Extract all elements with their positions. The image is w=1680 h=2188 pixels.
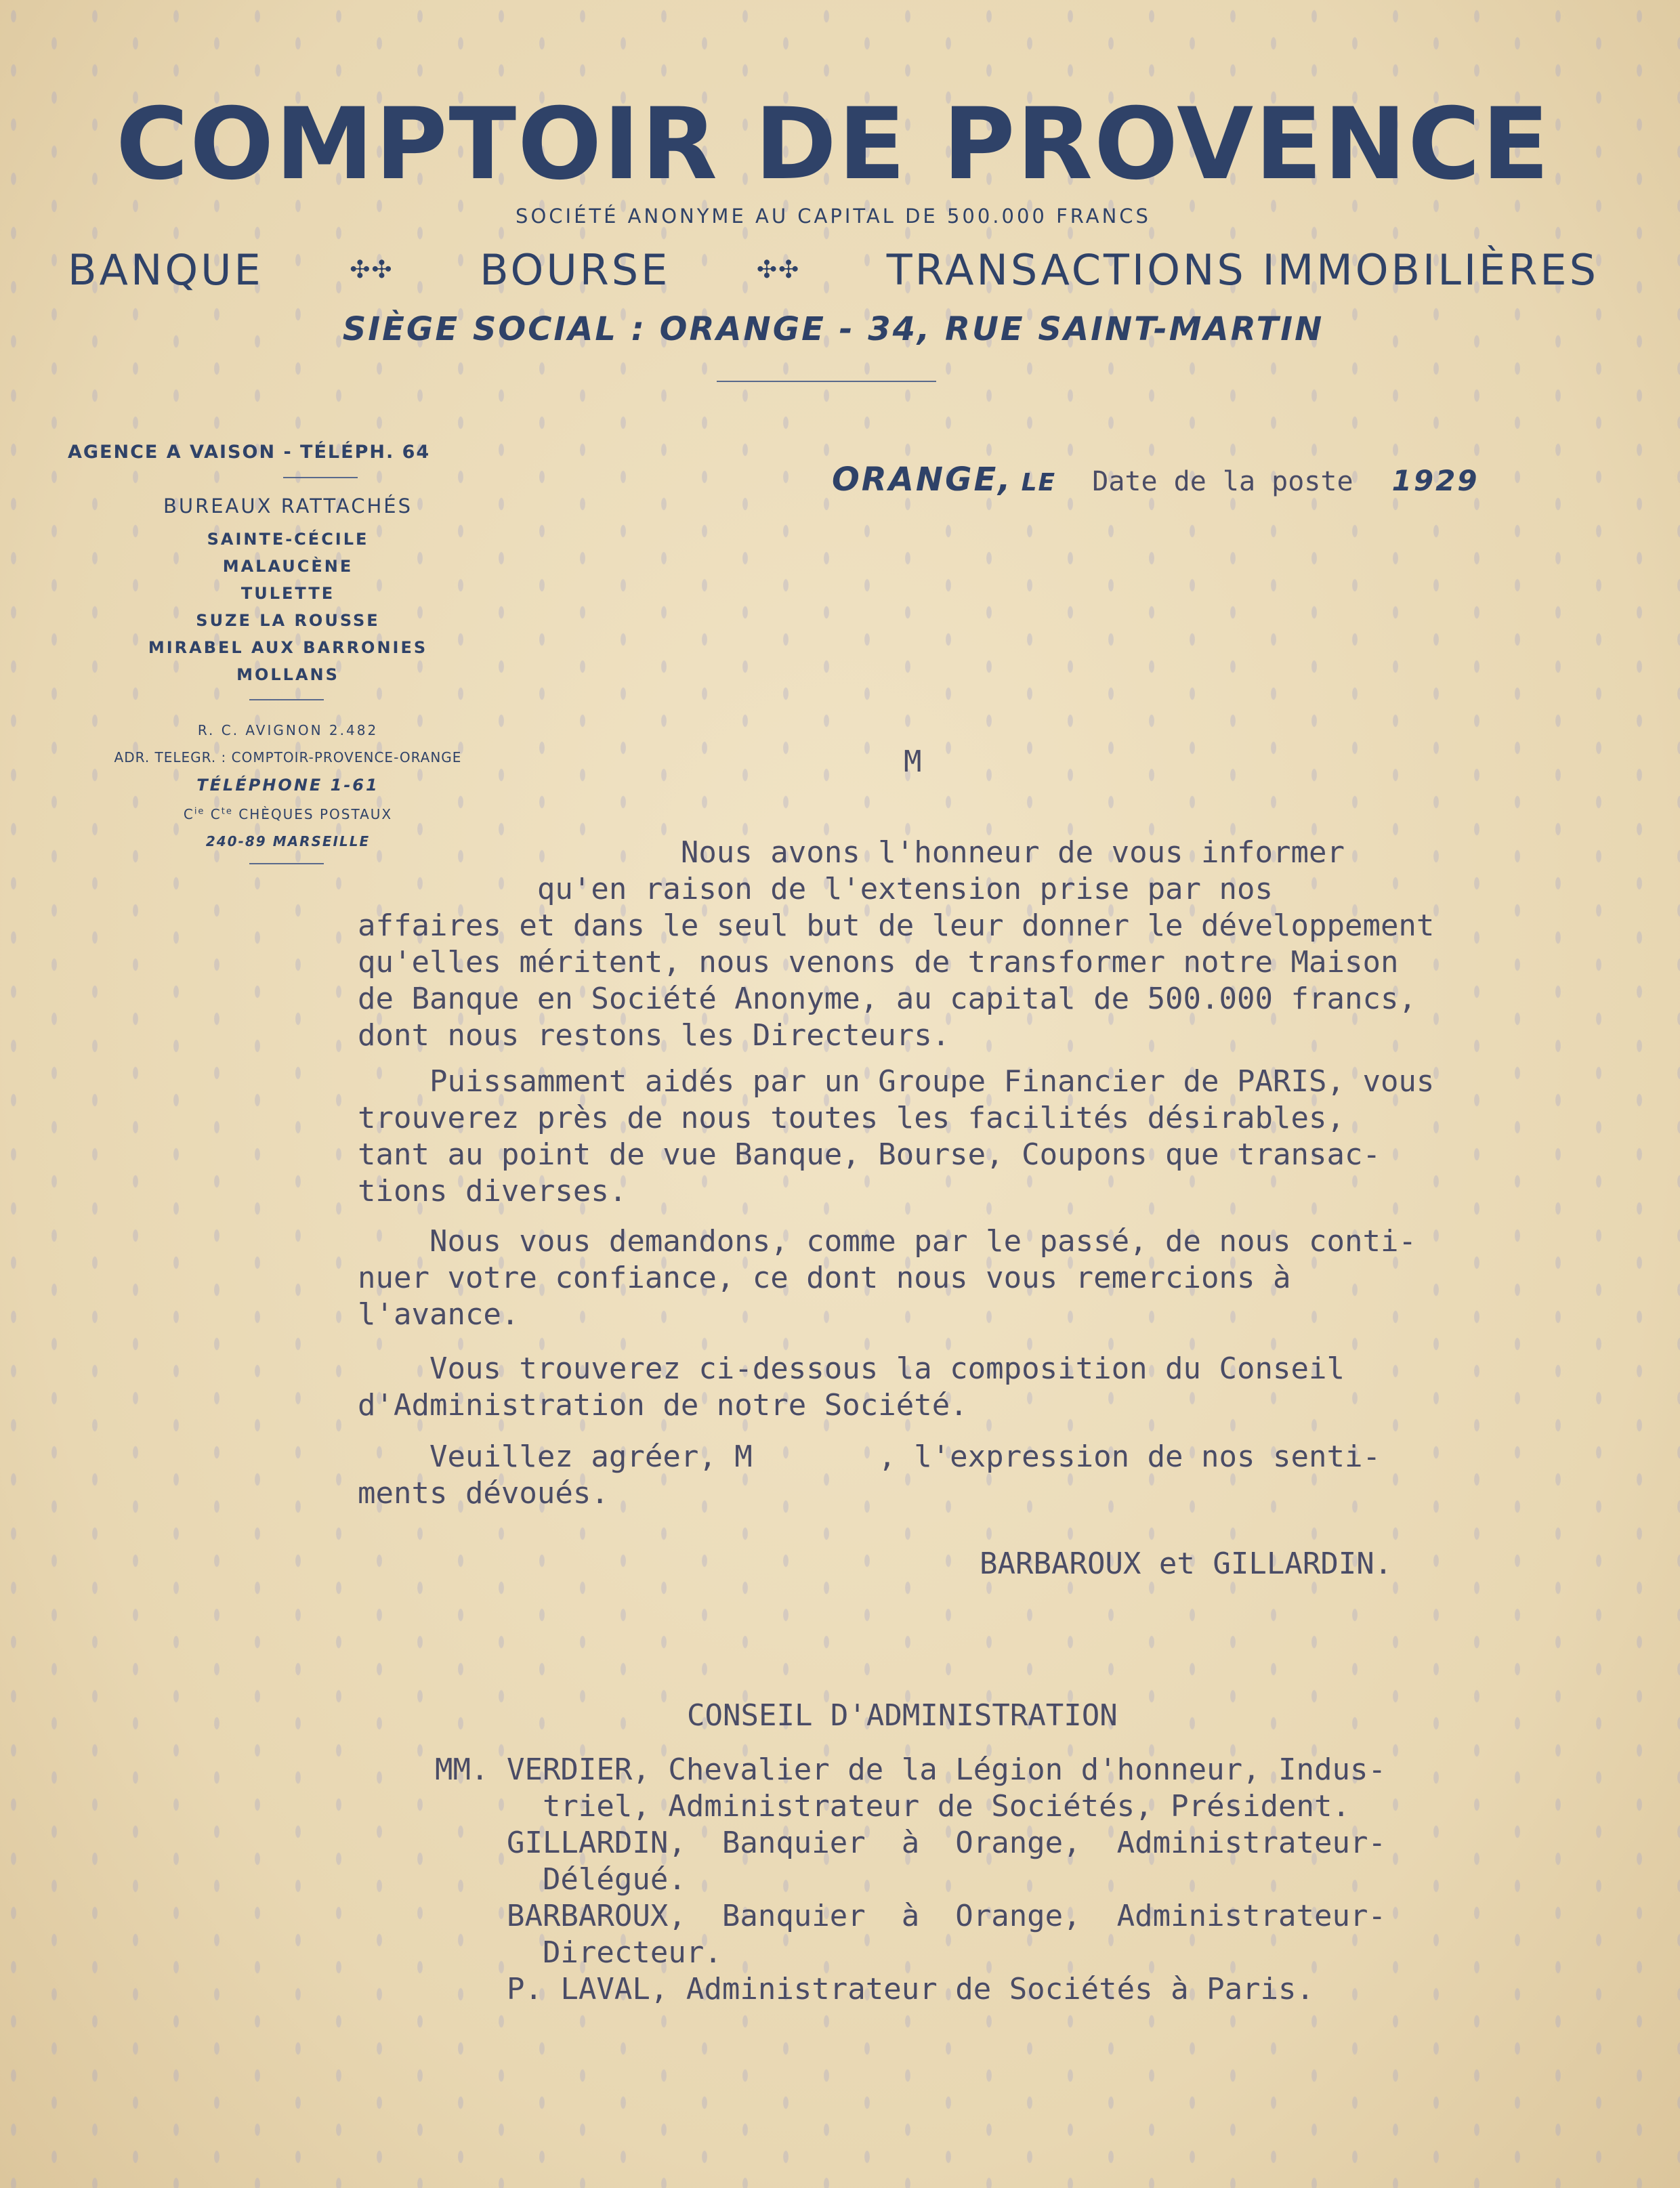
letter-paragraph: Puissamment aidés par un Groupe Financier de PARIS, vous trouverez près de nous toutes les facilités désirables, tant au point de vue Banque, Bourse, Coupons que transac- tions diverses. xyxy=(358,1064,1435,1208)
service-bank: BANQUE xyxy=(68,245,264,295)
city: ORANGE, xyxy=(832,461,1013,499)
town-item: MALAUCÈNE xyxy=(222,557,354,576)
header-divider xyxy=(717,381,936,382)
letter-paragraph: Vous trouverez ci-dessous la composition du Conseil d'Administration de notre Société. xyxy=(358,1351,1345,1423)
council-title: CONSEIL D'ADMINISTRATION xyxy=(687,1698,1118,1733)
town-item: SUZE LA ROUSSE xyxy=(196,611,380,630)
service-stock-exchange: BOURSE xyxy=(480,245,671,295)
date-line xyxy=(832,461,1563,500)
sidebar-divider xyxy=(249,863,324,864)
company-subtitle: SOCIÉTÉ ANONYME AU CAPITAL DE 500.000 FRANCS xyxy=(516,205,1151,228)
year: 1929 xyxy=(1391,464,1479,497)
letter-paragraph: Veuillez agréer, M , l'expression de nos senti- ments dévoués. xyxy=(358,1439,1381,1511)
telegraph-address: ADR. TELEGR. : COMPTOIR-PROVENCE-ORANGE xyxy=(114,749,462,765)
postal-cheques: $C^{ie}$ $C^{te}$ CHÈQUES POSTAUX xyxy=(183,806,393,822)
bureaux-title: BUREAUX RATTACHÉS xyxy=(163,495,413,518)
town-item: TULETTE xyxy=(240,584,335,603)
service-real-estate: TRANSACTIONS IMMOBILIÈRES xyxy=(886,245,1599,295)
ornament-separator: ✣✣ xyxy=(350,256,394,284)
services-line xyxy=(68,245,1599,295)
salutation: M xyxy=(904,744,922,779)
ornament-separator: ✣✣ xyxy=(756,256,801,284)
head-office-address: SIÈGE SOCIAL : ORANGE - 34, RUE SAINT-MARTIN xyxy=(342,310,1324,348)
date-value: Date de la poste xyxy=(1092,466,1353,497)
town-item: MOLLANS xyxy=(236,665,339,684)
letter-paragraph: Nous vous demandons, comme par le passé, de nous conti- nuer votre confiance, ce dont nous vous remercions à l'avance. xyxy=(358,1224,1416,1332)
telephone-number: TÉLÉPHONE 1-61 xyxy=(196,776,379,795)
date-le: LE xyxy=(1021,469,1057,497)
sidebar-divider xyxy=(283,477,358,478)
sidebar-divider xyxy=(249,699,324,700)
town-item: SAINTE-CÉCILE xyxy=(207,530,369,549)
agency-info: AGENCE A VAISON - TÉLÉPH. 64 xyxy=(68,442,431,463)
company-name: COMPTOIR DE PROVENCE xyxy=(115,87,1551,202)
trade-register: R. C. AVIGNON 2.482 xyxy=(197,722,379,738)
letter-paragraph: Nous avons l'honneur de vous informer qu'en raison de l'extension prise par nos affaires et dans le seul but de leur donner le développement qu'elles méritent, nous venons de transformer notre Maison de Banque en Société Anonyme, au capital de 500.000 francs, dont nous restons les Directeurs. xyxy=(358,835,1435,1053)
town-item: MIRABEL AUX BARRONIES xyxy=(148,638,428,657)
postal-cheques-account: 240-89 MARSEILLE xyxy=(205,833,371,849)
council-members: MM. VERDIER, Chevalier de la Légion d'honneur, Indus- triel, Administrateur de Sociétés, Président. GILLARDIN, Banquier à Orange, Administrateur- Délégué. BARBAROUX, Banquier à Orange, Administrateur- Directeur. P. LAVAL, Administrateur de Sociétés à Paris. xyxy=(435,1752,1386,2006)
signature: BARBAROUX et GILLARDIN. xyxy=(980,1547,1393,1581)
